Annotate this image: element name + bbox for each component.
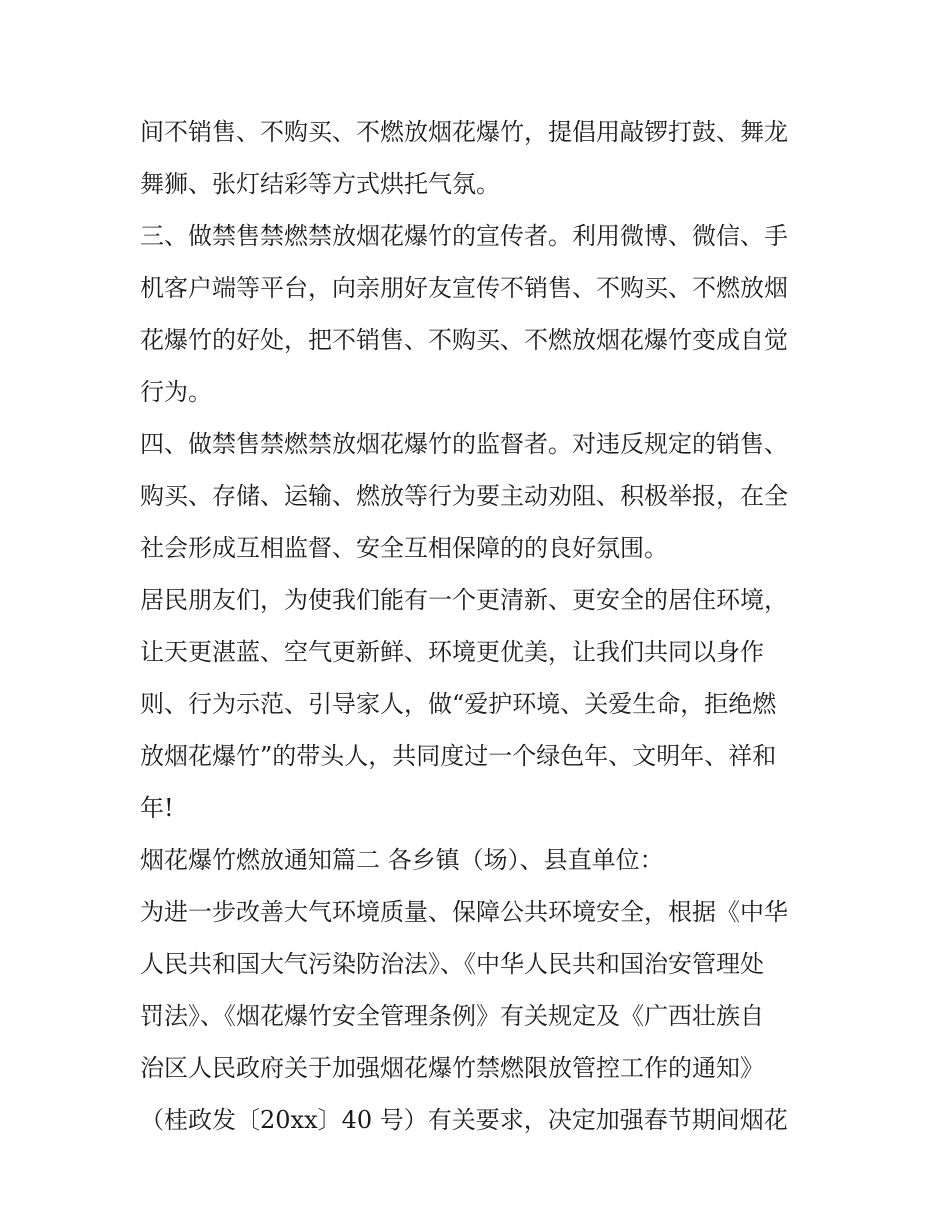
- text-line: 放烟花爆竹”的带头人，共同度过一个绿色年、文明年、祥和: [140, 742, 777, 770]
- text-line: 间不销售、不购买、不燃放烟花爆竹，提倡用敲锣打鼓、舞龙: [140, 118, 788, 146]
- text-line: 治区人民政府关于加强烟花爆竹禁燃限放管控工作的通知》: [140, 1054, 764, 1082]
- section-heading-line: 烟花爆竹燃放通知篇二 各乡镇（场）、县直单位：: [140, 846, 664, 874]
- text-line: 花爆竹的好处，把不销售、不购买、不燃放烟花爆竹变成自觉: [140, 326, 788, 354]
- text-line: 舞狮、张灯结彩等方式烘托气氛。: [140, 170, 500, 198]
- text-line: 则、行为示范、引导家人，做“爱护环境、关爱生命，拒绝燃: [140, 690, 777, 718]
- text-line: 为进一步改善大气环境质量、保障公共环境安全，根据《中华: [140, 898, 788, 926]
- text-line: 社会形成互相监督、安全互相保障的的良好氛围。: [140, 534, 668, 562]
- text-line: 人民共和国大气污染防治法》、《中华人民共和国治安管理处: [140, 950, 764, 978]
- text-line: 让天更湛蓝、空气更新鲜、环境更优美，让我们共同以身作: [140, 638, 764, 666]
- text-line: 购买、存储、运输、燃放等行为要主动劝阻、积极举报，在全: [140, 482, 788, 510]
- text-line: 三、做禁售禁燃禁放烟花爆竹的宣传者。利用微博、微信、手: [140, 222, 788, 250]
- document-body: [140, 106, 820, 1146]
- text-line: （桂政发〔20xx〕40 号）有关要求，决定加强春节期间烟花: [140, 1106, 788, 1134]
- text-line: 四、做禁售禁燃禁放烟花爆竹的监督者。对违反规定的销售、: [140, 430, 788, 458]
- text-line: 罚法》、《烟花爆竹安全管理条例》有关规定及《广西壮族自: [140, 1002, 764, 1030]
- text-line: 年!: [140, 794, 174, 822]
- text-line: 行为。: [140, 378, 212, 406]
- text-line: 机客户端等平台，向亲朋好友宣传不销售、不购买、不燃放烟: [140, 274, 788, 302]
- text-line: 居民朋友们，为使我们能有一个更清新、更安全的居住环境，: [140, 586, 788, 614]
